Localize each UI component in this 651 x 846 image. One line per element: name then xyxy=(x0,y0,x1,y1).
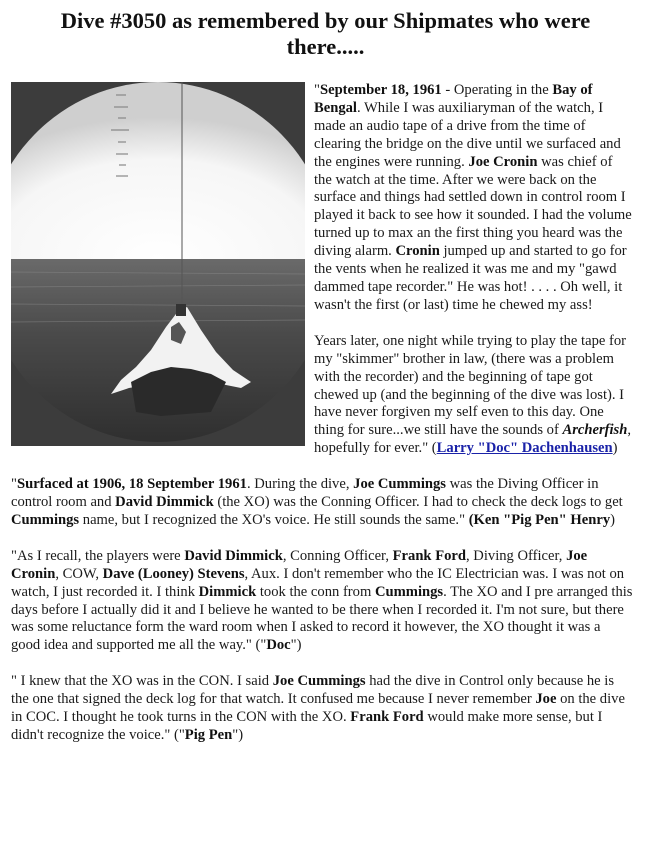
periscope-photo xyxy=(11,82,305,446)
periscope-photo-image xyxy=(11,82,305,446)
paragraph-september-18: "September 18, 1961 - Operating in the Bay of Bengal. While I was auxiliaryman of the watch, I made an audio tape of a drive from the time of clearing the bridge on the dive until we surfaced and the engines were running. Joe Cronin was chief of the watch at the time. After we were back on the surface and things had settled down in control room I played it back to see how it sounded. I had the volume turned up to max an the first thing you heard was the diving alarm. Cronin jumped up and started to go for the vents when he realized it was me and my "gawd dammed tape recorder." He was hot! . . . . Oh well, it wasn't the first (or last) time he chewed my ass! xyxy=(314,82,632,313)
paragraph-surfaced: "Surfaced at 1906, 18 September 1961. During the dive, Joe Cummings was the Diving Officer in control room and David Dimmick (the XO) was the Conning Officer. I had to check the deck logs to get Cummings name, but I recognized the XO's voice. He still sounds the same." (Ken "Pig Pen" Henry) xyxy=(11,476,623,528)
paragraph-years-later: Years later, one night while trying to play the tape for my "skimmer" brother in law, (there was a problem with the recorder) and the beginning of tape got chewed up (and the beginning of the dive was lost). I have never forgiven my self even to this day. One thing for sure...we still have the sounds of Archerfish, hopefully for ever." (Larry "Doc" Dachenhausen) xyxy=(314,332,631,457)
article-body xyxy=(11,82,633,763)
paragraph-players: "As I recall, the players were David Dimmick, Conning Officer, Frank Ford, Diving Officer, Joe Cronin, COW, Dave (Looney) Stevens, Aux. I don't remember who the IC Electrician was. I was not on watch, I just recorded it. I think Dimmick took the conn from Cummings. The XO and I pre arranged this days before I actually did it and I believe he wanted to be there when I recorded it. I'm not sure, but there was some reluctance form the ward room when I asked to record it however, the XO thought it was a good idea and supported me all the way." ("Doc") xyxy=(11,547,633,654)
author-link-larry-doc-dachenhausen[interactable]: Larry "Doc" Dachenhausen xyxy=(436,440,613,457)
paragraph-xo-in-con: " I knew that the XO was in the CON. I said Joe Cummings had the dive in Control only because he is the one that signed the deck log for that watch. It confused me because I never remember Joe on the dive in COC. I thought he took turns in the CON with the XO. Frank Ford would make more sense, but I didn't recognize the voice." ("Pig Pen") xyxy=(11,673,625,743)
page-title: Dive #3050 as remembered by our Shipmates who were there..... xyxy=(60,8,591,59)
